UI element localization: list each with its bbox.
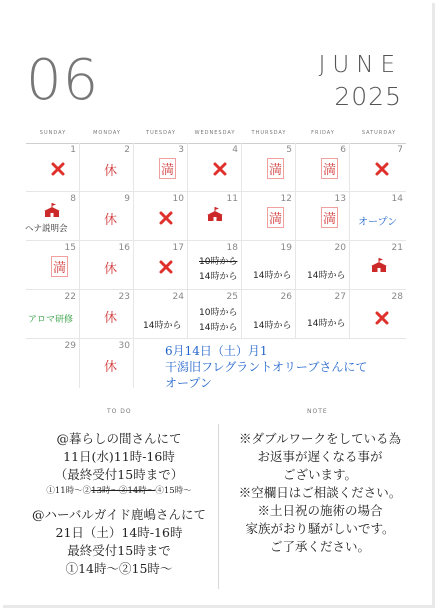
day-number: 5 [286,145,292,155]
weekday-saturday: SATURDAY [361,130,397,136]
day-number: 12 [280,194,292,204]
x-mark-icon [375,311,389,325]
day-cell-2[interactable] [80,143,134,192]
slot-14: 14時から [253,271,292,281]
day-number: 23 [118,292,130,302]
todo-section [22,430,216,578]
day-cell-6[interactable] [296,143,350,192]
full-mark: 満 [321,207,338,228]
day-number: 26 [280,292,292,302]
time-slot-open: ①11時〜② [46,486,92,496]
note-section [222,430,418,556]
day-number: 22 [64,292,76,302]
day-cell-1[interactable] [26,143,80,192]
day-number: 13 [334,194,346,204]
weekday-wednesday: WEDNESDAY [194,130,236,136]
weekday-tuesday: TUESDAY [146,130,176,136]
time-slot-booked: 13時〜③14時〜 [91,486,156,496]
day-cell-30[interactable] [80,339,134,388]
day-cell-21[interactable] [350,241,406,290]
closed-mark: 休 [104,311,118,326]
slot-10: 10時から [199,308,238,318]
closed-mark: 休 [104,164,118,179]
todo-time-slots [22,484,216,498]
slot-10-booked: 10時から [199,257,238,267]
month-name: JUNE [318,52,402,78]
todo-line: 11日(水)11時-16時 [63,449,175,464]
note-line: ※ダブルワークをしている為 [238,431,401,446]
day-cell-8[interactable] [26,192,80,241]
full-mark: 満 [267,158,284,179]
day-cell-22[interactable] [26,290,80,339]
day-number: 8 [70,194,76,204]
todo-line: 最終受付15時まで [67,543,171,558]
day-number: 11 [226,194,238,204]
todo-line: 21日（土）14時-16時 [55,525,183,540]
weekday-monday: MONDAY [93,130,121,136]
day-cell-17[interactable] [134,241,188,290]
x-mark-icon [159,211,173,225]
day-cell-7[interactable] [350,143,406,192]
school-house-icon [43,202,61,218]
day-cell-9[interactable] [80,192,134,241]
day-cell-19[interactable] [242,241,296,290]
day-number: 16 [118,243,130,253]
day-number: 27 [334,292,346,302]
day-cell-29[interactable] [26,339,80,388]
day-number: 28 [391,292,403,302]
slot-14: 14時から [307,319,346,329]
day-number: 15 [64,243,76,253]
day-cell-3[interactable] [134,143,188,192]
day-number: 6 [340,145,346,155]
note-line: お返事が遅くなる事が [257,449,383,464]
year-label: 2025 [334,82,402,111]
day-cell-4[interactable] [188,143,242,192]
note-line: 家族がおり騒がしいです。 [245,521,395,536]
x-mark-icon [51,162,65,176]
school-house-icon [370,257,388,273]
day-cell-15[interactable] [26,241,80,290]
day-number: 19 [280,243,292,253]
day-cell-13[interactable] [296,192,350,241]
note-line: ※土日祝の施術の場合 [257,503,383,518]
todo-heading: TO DO [107,408,132,415]
day-number: 7 [397,145,403,155]
note-line: ございます。 [282,467,357,482]
slot-14: 14時から [253,321,292,331]
x-mark-icon [375,162,389,176]
event-henna: ヘナ説明会 [25,224,68,234]
day-number: 21 [391,243,403,253]
closed-mark: 休 [104,262,118,277]
slot-14: 14時から [143,321,182,331]
day-cell-11[interactable] [188,192,242,241]
day-number: 25 [226,292,238,302]
day-number: 30 [118,341,130,351]
time-slot-open: ④15時〜 [155,486,192,496]
note-line: ご了承ください。 [269,539,370,554]
day-cell-10[interactable] [134,192,188,241]
day-cell-28[interactable] [350,290,406,339]
day-number: 3 [178,145,184,155]
day-number: 4 [232,145,238,155]
day-cell-24[interactable] [134,290,188,339]
todo-line: （最終受付15時まで） [54,467,184,482]
note-heading: NOTE [307,408,328,415]
x-mark-icon [213,162,227,176]
full-mark: 満 [51,256,68,277]
day-number: 9 [124,194,130,204]
day-cell-25[interactable] [188,290,242,339]
school-house-icon [206,206,224,222]
day-cell-26[interactable] [242,290,296,339]
day-number: 17 [172,243,184,253]
announcement-text: 6月14日（土）月1 干潟旧フレグラントオリーブさんにて オープン [165,344,368,390]
closed-mark: 休 [104,213,118,228]
day-cell-23[interactable] [80,290,134,339]
day-number: 24 [172,292,184,302]
event-aroma-training: アロマ研修 [28,315,74,325]
slot-14: 14時から [307,271,346,281]
day-number: 29 [64,341,76,351]
day-cell-5[interactable] [242,143,296,192]
todo-line: @ハーバルガイド鹿嶋さんにて [31,507,206,522]
todo-line: @暮らしの間さんにて [56,431,182,446]
day-number: 20 [334,243,346,253]
month-number: 06 [26,48,100,113]
day-cell-20[interactable] [296,241,350,290]
weekday-thursday: THURSDAY [251,130,287,136]
x-mark-icon [159,260,173,274]
day-cell-27[interactable] [296,290,350,339]
note-line: ※空欄日はご相談ください。 [238,485,402,500]
weekday-friday: FRIDAY [311,130,335,136]
full-mark: 満 [267,207,284,228]
day-number: 2 [124,145,130,155]
day-cell-12[interactable] [242,192,296,241]
todo-line: ①14時〜②15時〜 [65,561,173,576]
weekday-sunday: SUNDAY [39,130,67,136]
day-number: 18 [226,243,238,253]
full-mark: 満 [159,158,176,179]
full-mark: 満 [321,158,338,179]
day-cell-18[interactable] [188,241,242,290]
day-number: 10 [172,194,184,204]
weekday-header [26,126,406,144]
day-cell-16[interactable] [80,241,134,290]
event-open: オープン [358,217,398,228]
day-number: 14 [391,194,403,204]
day-number: 1 [70,145,76,155]
closed-mark: 休 [104,360,118,375]
slot-14: 14時から [199,323,238,333]
section-divider [218,424,219,589]
slot-14: 14時から [199,272,238,282]
day-cell-14[interactable] [350,192,406,241]
